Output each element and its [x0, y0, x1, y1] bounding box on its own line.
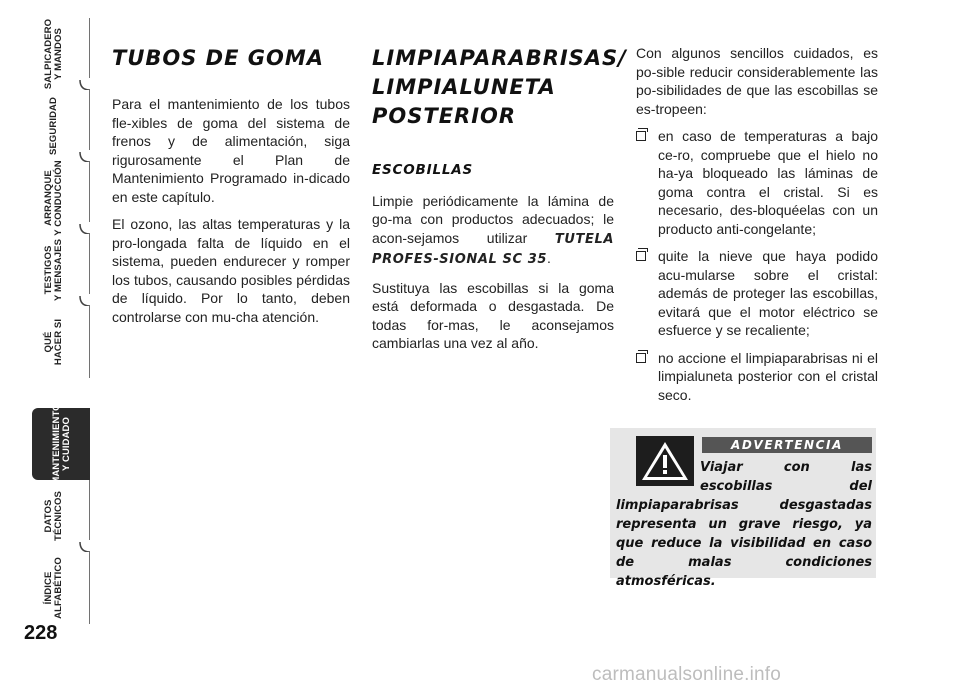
- tab-que-hacer-si[interactable]: [18, 306, 90, 378]
- paragraph-text: Limpie periódicamente la lámina de go-ma con productos adecuados; le acon-sejamos utilizar: [372, 192, 614, 246]
- tab-datos-tecnicos[interactable]: [18, 480, 90, 552]
- warning-text: Viajar con las escobillas del limpiaparabrisas desgastadas representa un grave riesgo, ya que reduce la visibilidad en caso de malas condiciones atmosféricas.: [616, 460, 872, 589]
- subsection-title: ESCOBILLAS: [372, 162, 474, 178]
- section-tubos-de-goma: [112, 44, 350, 335]
- tab-label: SALPICADERO Y MANDOS: [43, 18, 64, 90]
- paragraph: Sustituya las escobillas si la goma está deformada o desgastada. De todas for-mas, le aconsejamos cambiarlas una vez al año.: [372, 279, 614, 351]
- tab-label: MANTENIMIENTO Y CUIDADO: [51, 403, 72, 485]
- intro-paragraph: Con algunos sencillos cuidados, es po-sible reducir considerablemente las po-sibilidades de que las escobillas se es-tropeen:: [636, 45, 878, 117]
- paragraph: [372, 192, 614, 270]
- checkbox-bullet-icon: [636, 131, 646, 141]
- bullet-list: [636, 127, 878, 404]
- tab-mantenimiento[interactable]: [18, 403, 90, 485]
- product-name: TUTELA PROFES-SIONAL SC 35: [372, 231, 614, 267]
- section-title: TUBOS DE GOMA: [112, 46, 324, 70]
- tab-label: TESTIGOS Y MENSAJES: [43, 238, 64, 302]
- warning-box: [610, 428, 876, 589]
- checkbox-bullet-icon: [636, 251, 646, 261]
- checkbox-bullet-icon: [636, 353, 646, 363]
- tab-label: SEGURIDAD: [48, 97, 59, 155]
- icon-spacer: [616, 458, 700, 492]
- tab-indice-alfabetico[interactable]: [18, 552, 90, 624]
- list-item-text: en caso de temperaturas a bajo ce-ro, compruebe que el hielo no ha-ya bloqueado las láminas de goma contra el cristal. Si es necesario, des-bloquéelas con un producto anti-congelante;: [658, 128, 878, 237]
- tab-label: QUÉ HACER SI: [43, 318, 64, 366]
- warning-title: ADVERTENCIA: [702, 437, 872, 453]
- section-title-line: LIMPIALUNETA: [372, 75, 556, 99]
- paragraph: El ozono, las altas temperaturas y la pro-longada falta de líquido en el sistema, pueden endurecer y romper los tubos, causando posibles pérdidas de líquido. Por lo tanto, deben controlarse con mu-cha atención.: [112, 216, 350, 325]
- section-cuidados: [636, 44, 878, 413]
- tab-label: DATOS TÉCNICOS: [43, 491, 64, 541]
- list-item-text: no accione el limpiaparabrisas ni el limpialuneta posterior con el cristal seco.: [658, 349, 878, 403]
- page-number: 228: [24, 622, 58, 644]
- tab-seguridad[interactable]: [18, 90, 90, 162]
- section-limpiaparabrisas: [372, 44, 627, 362]
- sidebar-tabs: [0, 0, 96, 692]
- paragraph-end: .: [547, 250, 551, 266]
- warning-text-block: [616, 458, 872, 591]
- list-item-text: quite la nieve que haya podido acu-mularse sobre el cristal: además de proteger las escobillas, evitará que el motor eléctrico se esfuerce y se recaliente;: [658, 248, 878, 338]
- list-item: [636, 247, 878, 340]
- section-title-line: LIMPIAPARABRISAS/: [372, 46, 627, 70]
- tab-arranque[interactable]: [18, 162, 90, 234]
- tab-salpicadero[interactable]: [18, 18, 90, 90]
- tab-label: ÍNDICE ALFABÉTICO: [43, 557, 64, 619]
- section-title-line: POSTERIOR: [372, 104, 517, 128]
- tab-testigos[interactable]: [18, 234, 90, 306]
- paragraph: Para el mantenimiento de los tubos fle-xibles de goma del sistema de frenos y de alimentación, siga rigurosamente el Plan de Mantenimiento Programado in-dicado en este capítulo.: [112, 96, 350, 205]
- watermark: carmanualsonline.info: [592, 664, 782, 685]
- tab-label: ARRANQUE Y CONDUCCIÓN: [43, 160, 64, 236]
- list-item: [636, 349, 878, 405]
- list-item: [636, 127, 878, 238]
